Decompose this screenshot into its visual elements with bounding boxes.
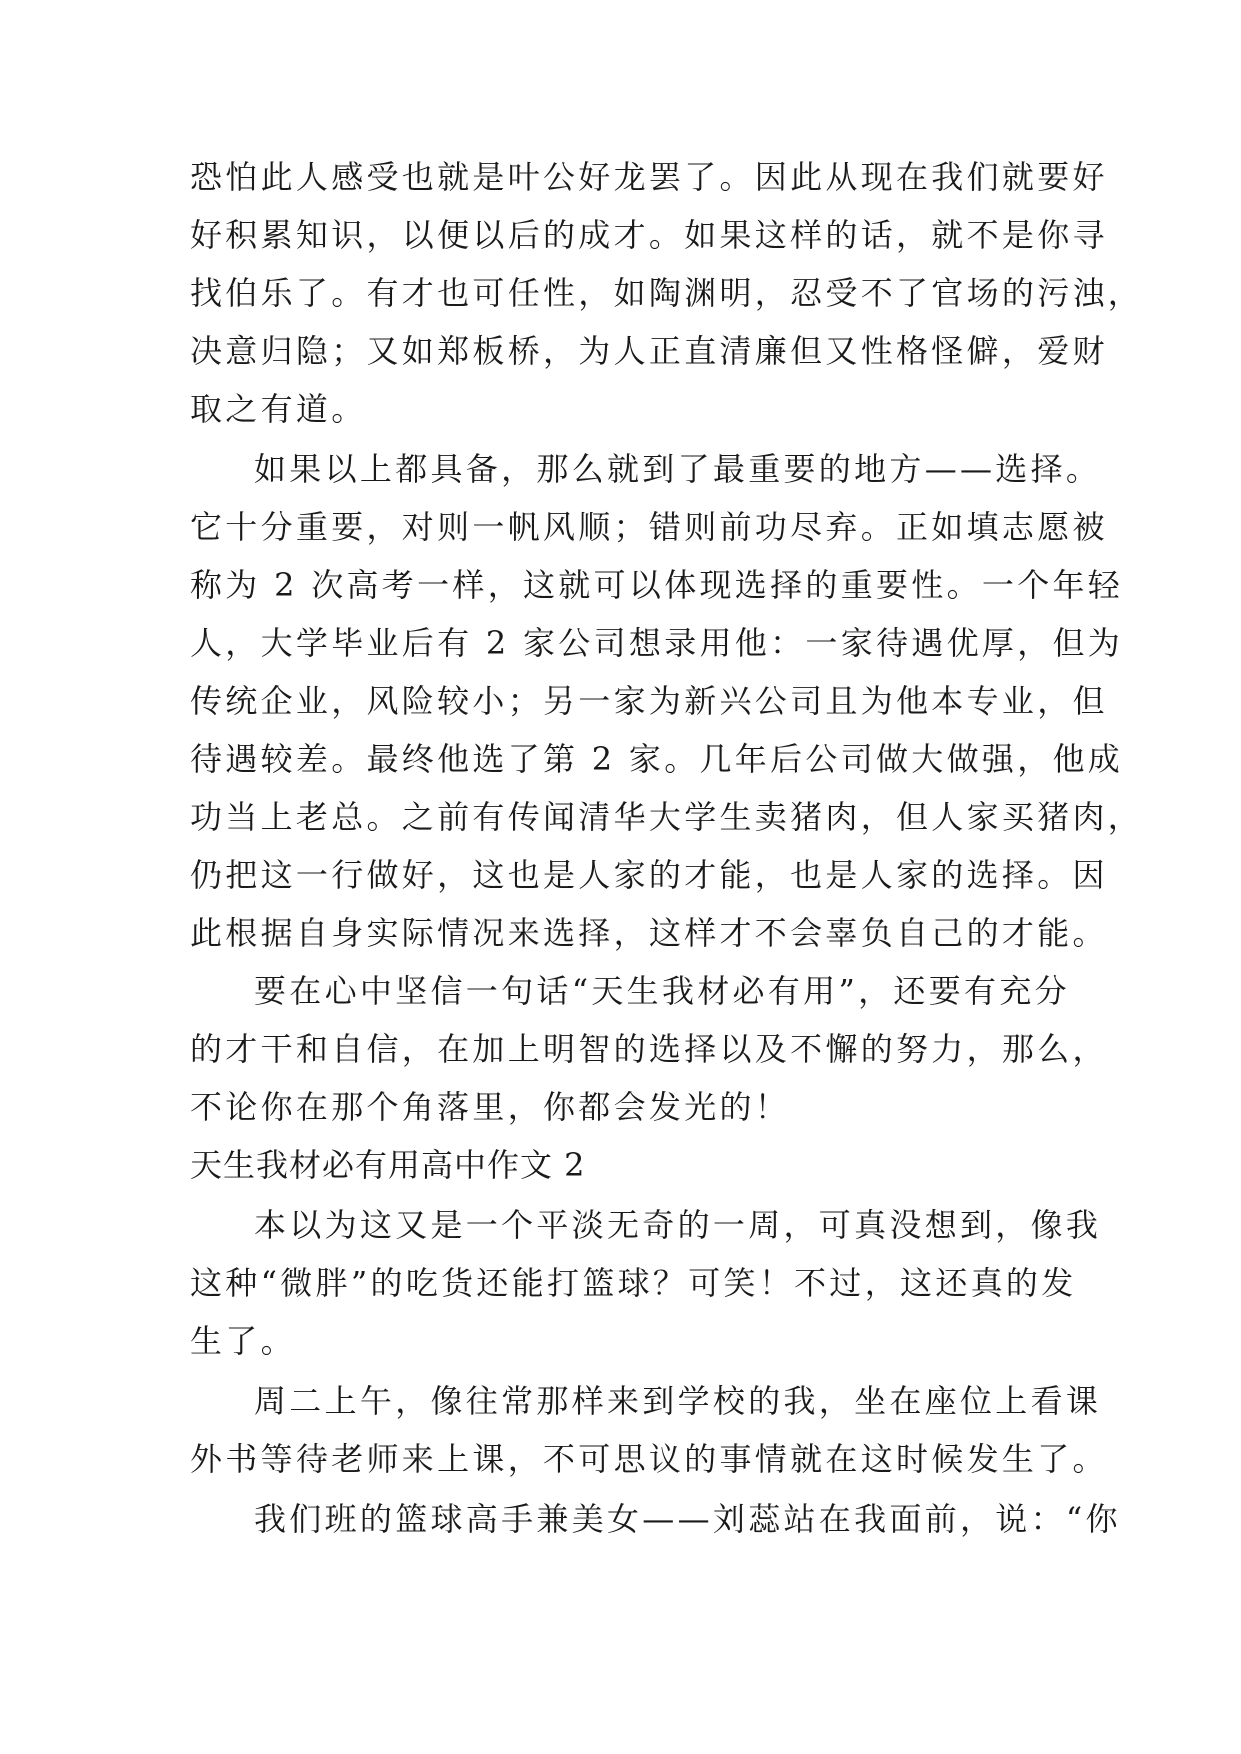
paragraph-first-line: 如果以上都具备，那么就到了最重要的地方——选择。: [254, 450, 1102, 488]
text-line: 此根据自身实际情况来选择，这样才不会辜负自己的才能。: [190, 914, 1108, 952]
text-line: 恐怕此人感受也就是叶公好龙罢了。因此从现在我们就要好: [190, 158, 1108, 196]
section-title: 天生我材必有用高中作文 2: [190, 1146, 586, 1184]
text-line: 生了。: [190, 1322, 296, 1360]
text-line: 决意归隐；又如郑板桥，为人正直清廉但又性格怪僻，爱财: [190, 332, 1108, 370]
text-line: 人，大学毕业后有 2 家公司想录用他：一家待遇优厚，但为: [190, 624, 1124, 662]
text-line: 找伯乐了。有才也可任性，如陶渊明，忍受不了官场的污浊，: [190, 274, 1144, 312]
text-line: 这种“微胖”的吃货还能打篮球？可笑！不过，这还真的发: [190, 1264, 1077, 1302]
text-line: 仍把这一行做好，这也是人家的才能，也是人家的选择。因: [190, 856, 1108, 894]
text-line: 的才干和自信，在加上明智的选择以及不懈的努力，那么，: [190, 1030, 1108, 1068]
paragraph-first-line: 周二上午，像往常那样来到学校的我，坐在座位上看课: [254, 1382, 1102, 1420]
text-line: 外书等待老师来上课，不可思议的事情就在这时候发生了。: [190, 1440, 1108, 1478]
text-line: 取之有道。: [190, 390, 367, 428]
text-line: 待遇较差。最终他选了第 2 家。几年后公司做大做强，他成: [190, 740, 1124, 778]
text-line: 传统企业，风险较小；另一家为新兴公司且为他本专业，但: [190, 682, 1108, 720]
paragraph-first-line: 要在心中坚信一句话“天生我材必有用”，还要有充分: [254, 972, 1070, 1010]
text-line: 称为 2 次高考一样，这就可以体现选择的重要性。一个年轻: [190, 566, 1124, 604]
text-line: 不论你在那个角落里，你都会发光的！: [190, 1088, 791, 1126]
paragraph-first-line: 我们班的篮球高手兼美女——刘蕊站在我面前，说：“你: [254, 1500, 1121, 1538]
paragraph-first-line: 本以为这又是一个平淡无奇的一周，可真没想到，像我: [254, 1206, 1102, 1244]
text-line: 功当上老总。之前有传闻清华大学生卖猪肉，但人家买猪肉，: [190, 798, 1144, 836]
text-line: 好积累知识，以便以后的成才。如果这样的话，就不是你寻: [190, 216, 1108, 254]
text-line: 它十分重要，对则一帆风顺；错则前功尽弃。正如填志愿被: [190, 508, 1108, 546]
